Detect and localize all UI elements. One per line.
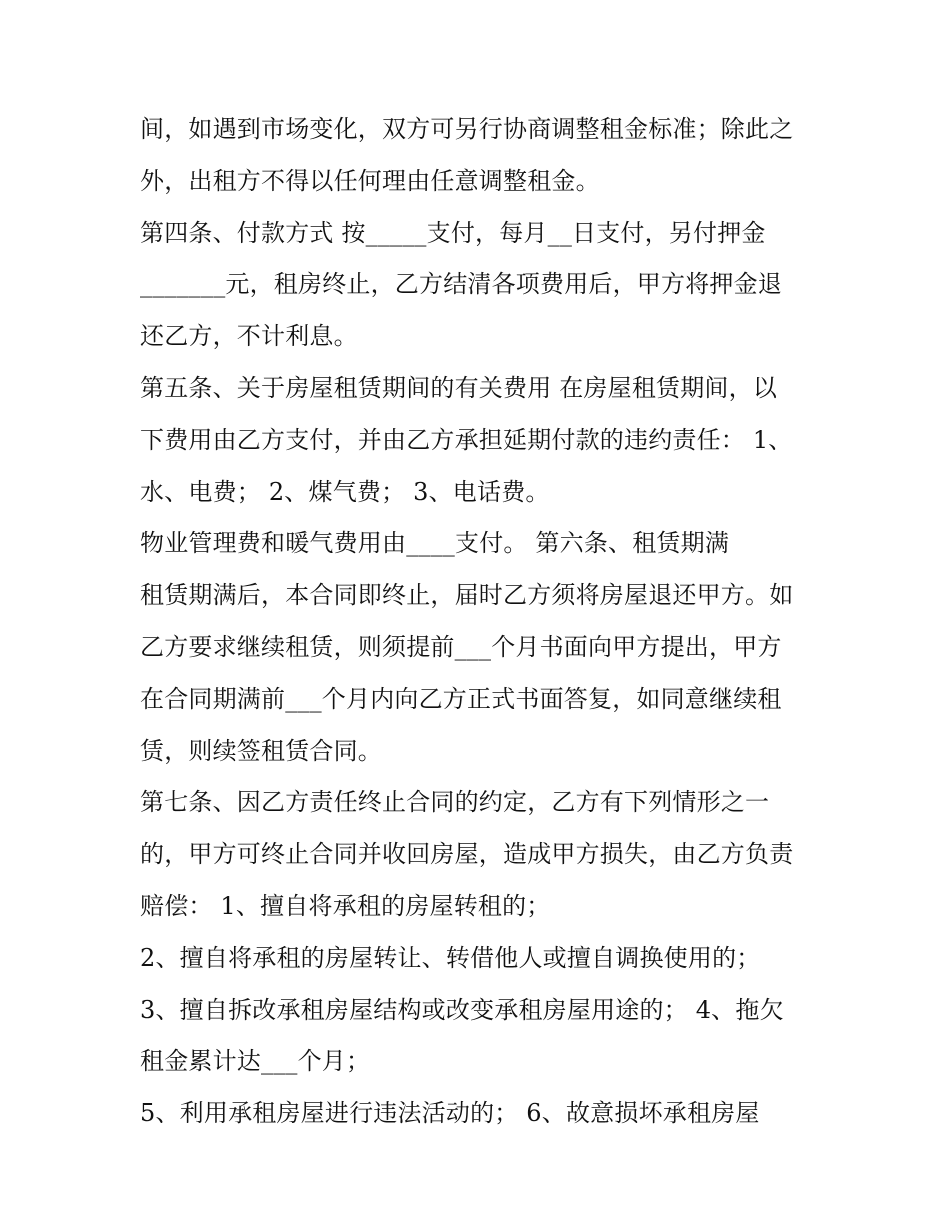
text-line: 租金累计达___个月； [140, 1047, 371, 1076]
text-line: 的，甲方可终止合同并收回房屋，造成甲方损失，由乙方负责 [140, 840, 794, 869]
text-line: 3、擅自拆改承租房屋结构或改变承租房屋用途的； 4、拖欠 [140, 995, 784, 1024]
text-line: 赔偿： 1、擅自将承租的房屋转租的； [140, 891, 551, 920]
text-line: 外，出租方不得以任何理由任意调整租金。 [140, 166, 600, 195]
text-line: 第五条、关于房屋租赁期间的有关费用 在房屋租赁期间，以 [140, 373, 778, 402]
text-line: 物业管理费和暖气费用由____支付。 第六条、租赁期满 [140, 529, 730, 558]
text-line: 赁，则续签租赁合同。 [140, 736, 382, 765]
text-line: 第七条、因乙方责任终止合同的约定，乙方有下列情形之一 [140, 788, 770, 817]
text-line: _______元，租房终止，乙方结清各项费用后，甲方将押金退 [140, 270, 782, 299]
text-line: 水、电费； 2、煤气费； 3、电话费。 [140, 477, 550, 506]
text-line: 间，如遇到市场变化，双方可另行协商调整租金标准；除此之 [140, 115, 794, 143]
text-line: 下费用由乙方支付，并由乙方承担延期付款的违约责任： 1、 [140, 425, 793, 454]
text-line: 还乙方，不计利息。 [140, 322, 358, 351]
text-line: 租赁期满后，本合同即终止，届时乙方须将房屋退还甲方。如 [140, 581, 794, 610]
text-line: 乙方要求继续租赁，则须提前___个月书面向甲方提出，甲方 [140, 632, 782, 661]
text-line: 在合同期满前___个月内向乙方正式书面答复，如同意继续租 [140, 684, 782, 713]
contract-body [140, 104, 820, 1140]
text-line: 5、利用承租房屋进行违法活动的； 6、故意损坏承租房屋 [140, 1099, 760, 1128]
text-line: 2、擅自将承租的房屋转让、转借他人或擅自调换使用的； [140, 943, 761, 972]
text-line: 第四条、付款方式 按_____支付，每月__日支付，另付押金 [140, 218, 766, 247]
